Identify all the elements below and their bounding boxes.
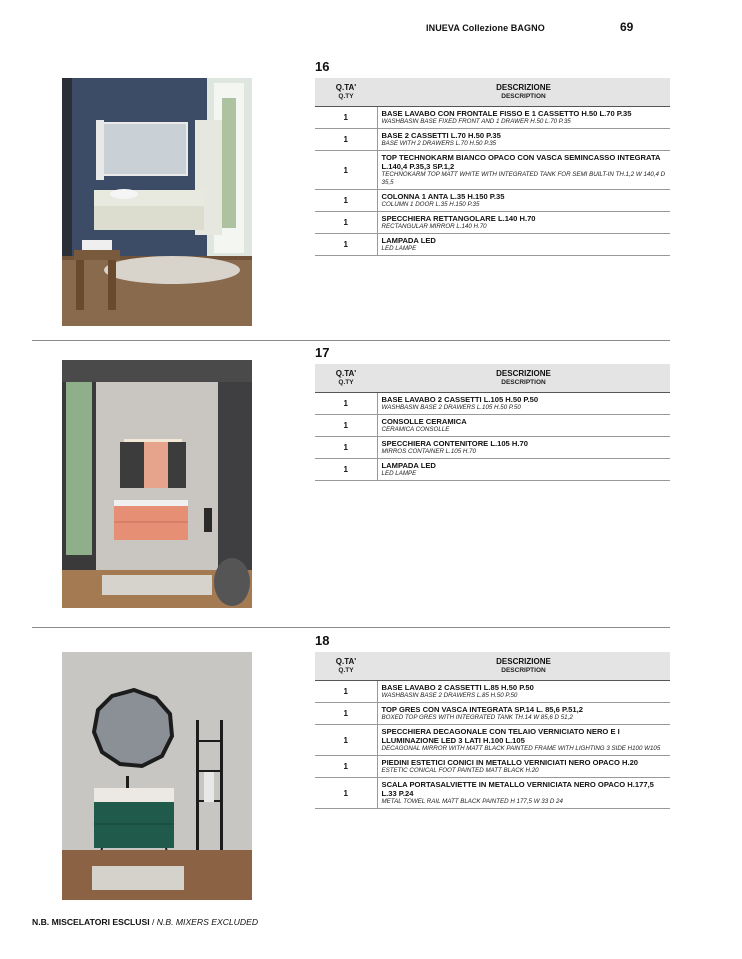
table-row: 1 BASE LAVABO CON FRONTALE FISSO E 1 CASSETTO H.50 L.70 P.35 WASHBASIN BASE FIXED FRONT AND 1 DRAWER H.50 L.70 P.35	[315, 107, 670, 129]
section-divider	[32, 340, 670, 341]
footer-note-en: N.B. MIXERS EXCLUDED	[156, 917, 259, 927]
table-row: 1 SPECCHIERA CONTENITORE L.105 H.70 MIRROS CONTAINER L.105 H.70	[315, 437, 670, 459]
table-row: 1 SPECCHIERA RETTANGOLARE L.140 H.70 RECTANGULAR MIRROR L.140 H.70	[315, 212, 670, 234]
bathroom-photo-grey-wall	[62, 652, 252, 900]
section-number: 17	[315, 345, 330, 360]
table-row: 1 SCALA PORTASALVIETTE IN METALLO VERNICIATA NERO OPACO H.177,5 L.33 P.24 METAL TOWEL RAIL MATT BLACK PAINTED H 177,5 W 33 D 24	[315, 778, 670, 809]
items-table-17	[315, 364, 670, 481]
qty-header: Q.TA' Q.TY	[315, 78, 377, 107]
items-table-18	[315, 652, 670, 809]
footer-note	[32, 917, 258, 927]
table-row: 1 COLONNA 1 ANTA L.35 H.150 P.35 COLUMN 1 DOOR L.35 H.150 P.35	[315, 190, 670, 212]
qty-header: Q.TA' Q.TY	[315, 364, 377, 393]
section-number: 18	[315, 633, 330, 648]
section-number: 16	[315, 59, 330, 74]
table-row: 1 LAMPADA LED LED LAMPE	[315, 234, 670, 256]
table-row: 1 BASE 2 CASSETTI L.70 H.50 P.35 BASE WITH 2 DRAWERS L.70 H.50 P.35	[315, 129, 670, 151]
product-photo-18	[62, 652, 252, 900]
product-photo-17	[62, 360, 252, 608]
product-photo-16	[62, 78, 252, 326]
table-row: 1 BASE LAVABO 2 CASSETTI L.105 H.50 P.50 WASHBASIN BASE 2 DRAWERS L.105 H.50 P.50	[315, 393, 670, 415]
bathroom-photo-blue-wall	[62, 78, 252, 326]
description-header: DESCRIZIONE DESCRIPTION	[377, 78, 670, 107]
table-row: 1 BASE LAVABO 2 CASSETTI L.85 H.50 P.50 WASHBASIN BASE 2 DRAWERS L.85 H.50 P.50	[315, 681, 670, 703]
footer-note-it: N.B. MISCELATORI ESCLUSI	[32, 917, 150, 927]
footer-separator: /	[149, 917, 157, 927]
description-header: DESCRIZIONE DESCRIPTION	[377, 652, 670, 681]
items-table-16	[315, 78, 670, 256]
bathroom-photo-concrete-wall	[62, 360, 252, 608]
table-row: 1 CONSOLLE CERAMICA CERAMICA CONSOLLE	[315, 415, 670, 437]
collection-title: INUEVA Collezione BAGNO	[426, 23, 545, 33]
qty-header: Q.TA' Q.TY	[315, 652, 377, 681]
description-header: DESCRIZIONE DESCRIPTION	[377, 364, 670, 393]
table-row: 1 SPECCHIERA DECAGONALE CON TELAIO VERNICIATO NERO E I LLUMINAZIONE LED 3 LATI H.100 L.105 DECAGONAL MIRROR WITH MATT BLACK PAINTED FRAME WITH LIGHTING 3 SIDE H100 W105	[315, 725, 670, 756]
table-row: 1 TOP TECHNOKARM BIANCO OPACO CON VASCA SEMINCASSO INTEGRATA L.140,4 P.35,3 SP.1,2 TECHNOKARM TOP MATT WHITE WITH INTEGRATED TANK FOR SEMI BUILT-IN TH.1,2 W 140,4 D 35,5	[315, 151, 670, 190]
section-divider	[32, 627, 670, 628]
table-row: 1 LAMPADA LED LED LAMPE	[315, 459, 670, 481]
table-row: 1 TOP GRES CON VASCA INTEGRATA SP.14 L. 85,6 P.51,2 BOXED TOP GRES WITH INTEGRATED TANK TH.14 W 85,6 D 51,2	[315, 703, 670, 725]
table-row: 1 PIEDINI ESTETICI CONICI IN METALLO VERNICIATI NERO OPACO H.20 ESTETIC CONICAL FOOT PAINTED MATT BLACK H.20	[315, 756, 670, 778]
page-number: 69	[620, 20, 634, 34]
